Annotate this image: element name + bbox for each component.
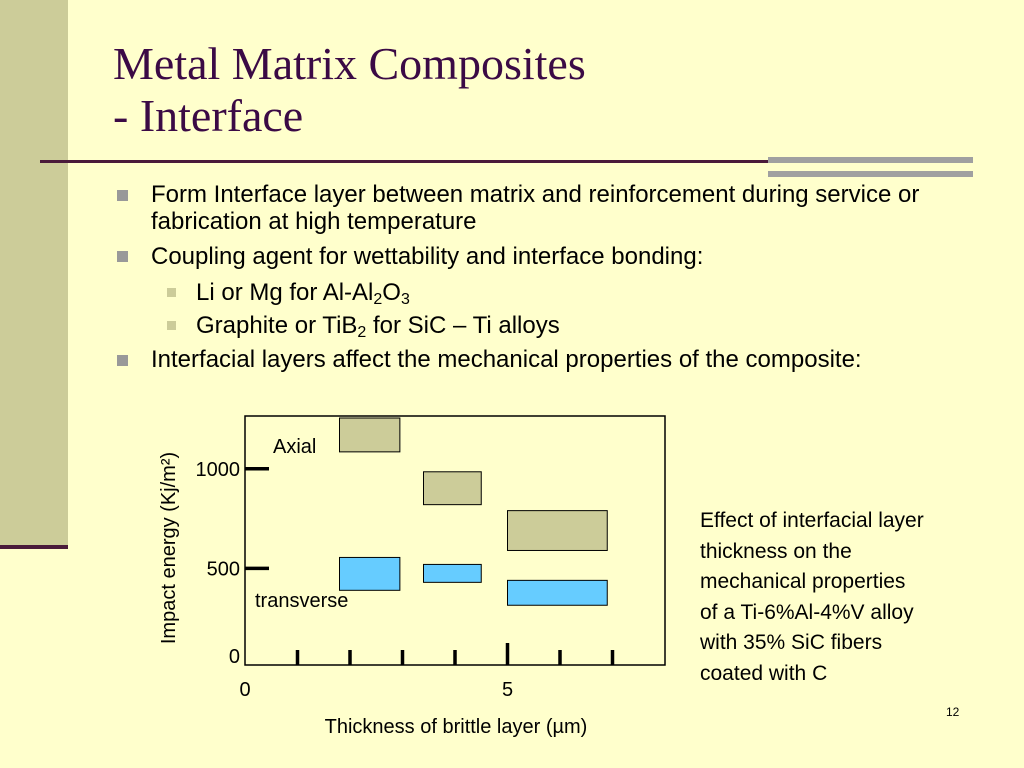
y-tick-label: 1000 [195,458,240,481]
bullet-item: Interfacial layers affect the mechanical properties of the composite: [151,346,862,373]
sub-bullet-text: for SiC – Ti alloys [366,312,560,339]
slide-title: Metal Matrix Composites - Interface [113,38,586,141]
bullet-item: Form Interface layer between matrix and reinforcement during service or fabrication at high temperature [151,181,920,235]
series-label-axial: Axial [273,436,317,458]
range-boxes [340,418,608,605]
axial-range-box [424,472,482,505]
transverse-range-box [508,580,608,605]
y-tick-label: 0 [228,646,240,668]
y-axis-label: Impact energy (Kj/m²) [158,451,180,645]
axial-range-box [340,418,400,452]
series-label-transverse: transverse [255,590,349,612]
transverse-range-box [424,564,482,582]
figure-caption: Effect of interfacial layer thickness on the mechanical properties of a Ti-6%Al-4%V alloy with 35% SiC fibers coated with C [700,509,924,685]
x-axis-label: Thickness of brittle layer (µm) [324,716,588,738]
transverse-range-box [340,557,400,590]
x-tick-label: 5 [501,679,514,701]
sub-bullet-text: O [382,279,401,306]
axial-range-box [508,511,608,551]
sub-bullet-text: Li or Mg for Al-Al [196,279,374,306]
subscript: 2 [357,324,367,341]
subscript: 3 [400,291,410,308]
y-tick-label: 500 [206,558,240,581]
sub-bullet-text: Graphite or TiB [196,312,358,339]
subscript: 2 [373,291,383,308]
page-number: 12 [946,705,960,719]
x-tick-label: 0 [239,679,251,701]
bullet-item: Coupling agent for wettability and interface bonding: [151,243,704,270]
